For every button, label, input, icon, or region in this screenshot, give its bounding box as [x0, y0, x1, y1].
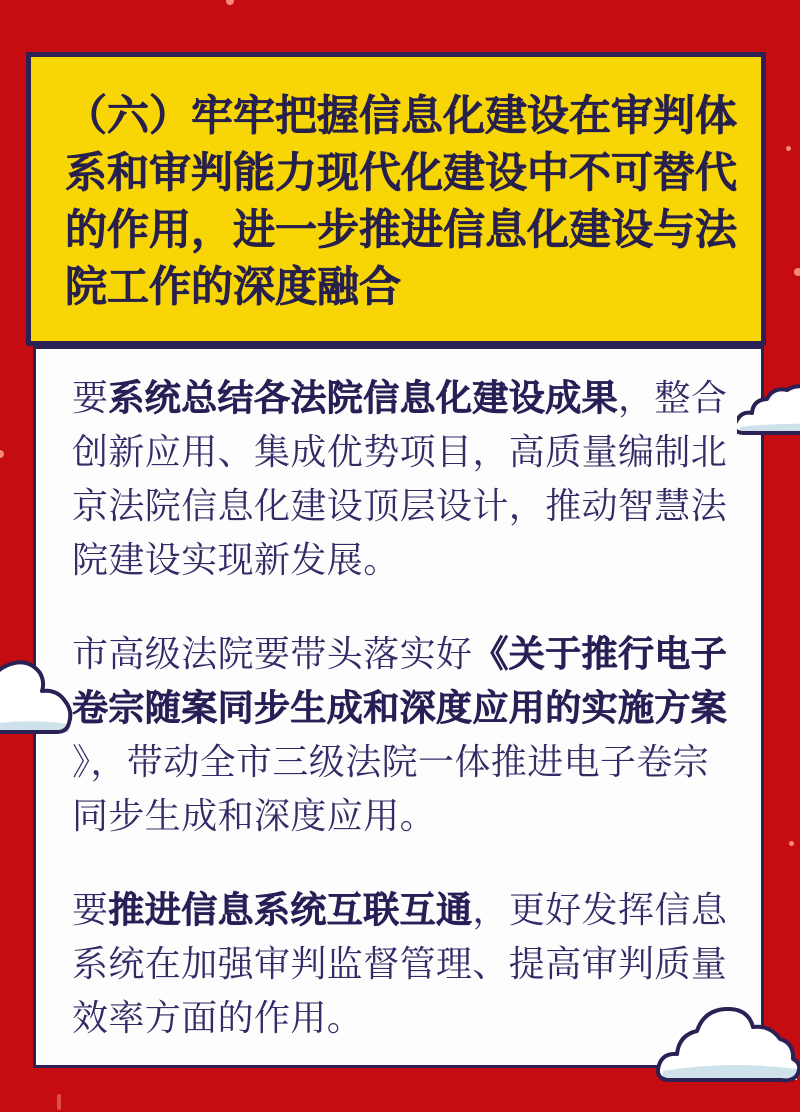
sparkle-dot [226, 0, 234, 5]
paragraph-text: ，整合创新应用、集成优势项目，高质量编制北京法院信息化建设顶层设计，推动智慧法院建设实现新发展。 [72, 377, 728, 580]
paragraph [72, 883, 731, 1045]
sparkle-dot [57, 1094, 61, 1110]
headline-panel [26, 52, 766, 346]
article-panel [33, 346, 764, 1068]
paragraph [72, 627, 731, 843]
sparkle-dot [794, 268, 800, 276]
paragraph [72, 371, 731, 587]
sparkle-dot [789, 841, 794, 846]
paragraph-emphasis: 《关于推行电子卷宗随案同步生成和深度应用的实施方案 [72, 633, 728, 728]
headline-title: （六）牢牢把握信息化建设在审判体系和审判能力现代化建设中不可替代的作用，进一步推进信息化建设与法院工作的深度融合 [65, 92, 738, 310]
paragraph-text: 》，带动全市三级法院一体推进电子卷宗同步生成和深度应用。 [72, 741, 710, 836]
paragraph-text: 市高级法院要带头落实好 [72, 633, 473, 674]
paragraph-text: 要 [72, 889, 109, 930]
article-paragraphs [72, 371, 731, 1045]
paragraph-emphasis: 系统总结各法院信息化建设成果 [108, 377, 619, 418]
paragraph-emphasis: 推进信息系统互联互通 [108, 889, 473, 930]
sparkle-dot [0, 450, 4, 458]
sparkle-dot [786, 146, 791, 151]
paragraph-text: ，更好发挥信息系统在加强审判监督管理、提高审判质量效率方面的作用。 [72, 889, 728, 1038]
paragraph-text: 要 [72, 377, 109, 418]
